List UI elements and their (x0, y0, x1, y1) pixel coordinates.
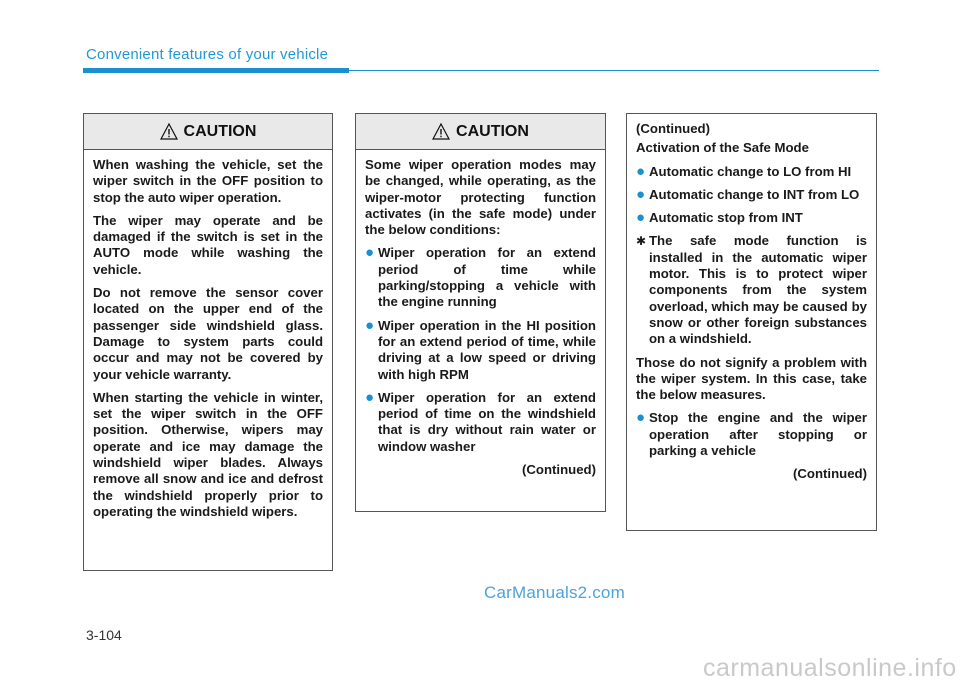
continued-label: (Continued) (522, 462, 596, 478)
continued-top-label: (Continued) (636, 121, 710, 136)
safe-mode-note: ✱ The safe mode function is installed in the automatic wiper motor. This is to protect wiper components from the system overload, which may be caused by snow or other foreign substances on a windshield. (636, 233, 867, 347)
list-item: ● Wiper operation for an extend period of time while parking/stopping a vehicle with the engine running (365, 244, 596, 310)
list-item: ● Wiper operation in the HI position for an extend period of time, while driving at a low speed or driving with high RPM (365, 316, 596, 382)
bullet-dot-icon: ● (636, 409, 646, 427)
note-asterisk-icon: ✱ (636, 234, 647, 249)
list-item: ● Automatic stop from INT (636, 209, 803, 227)
continued-box-right (626, 113, 877, 531)
header-rule-thick (83, 68, 349, 73)
caution-paragraph: When starting the vehicle in winter, set the wiper switch in the OFF position. Otherwise, wipers may operate and ice may damage the windshield wiper blades. Always remove all snow and ice and defrost the windshield properly prior to operating the windshield wipers. (93, 389, 323, 519)
bullet-dot-icon: ● (636, 185, 646, 203)
bullet-dot-icon: ● (365, 244, 375, 262)
watermark-text: CarManuals2.com (484, 583, 625, 602)
caution-paragraph: When washing the vehicle, set the wiper switch in the OFF position to stop the auto wiper operation. (93, 157, 323, 205)
caution-header (356, 114, 605, 150)
caution-paragraph: The wiper may operate and be damaged if the switch is set in the AUTO mode while washing the vehicle. (93, 212, 323, 277)
continued-label: (Continued) (793, 466, 867, 482)
safe-mode-list (636, 164, 867, 227)
header-rule-thin (349, 70, 879, 71)
caution-box-middle (355, 113, 606, 512)
caution-header (84, 114, 332, 150)
bullet-dot-icon: ● (365, 388, 375, 406)
list-item: ● Wiper operation for an extend period of time on the windshield that is dry without rain water or window washer (365, 388, 596, 454)
caution-label: CAUTION (456, 122, 529, 140)
caution-label: CAUTION (183, 122, 257, 140)
list-item: ● Automatic change to LO from HI (636, 162, 852, 180)
caution-intro: Some wiper operation modes may be changed, while operating, as the wiper-motor protecting function activates (in the safe mode) under the below conditions: (365, 157, 596, 238)
page-number: 3-104 (86, 627, 122, 643)
section-title: Convenient features of your vehicle (86, 46, 329, 63)
measures-list (636, 410, 867, 459)
bullet-dot-icon: ● (636, 209, 646, 227)
safe-mode-title: Activation of the Safe Mode (636, 140, 809, 156)
caution-bullet-list (365, 245, 596, 455)
problem-paragraph: Those do not signify a problem with the wiper system. In this case, take the below measures. (636, 354, 867, 403)
bullet-dot-icon: ● (365, 316, 375, 334)
bullet-dot-icon: ● (636, 162, 646, 180)
list-item: ● Automatic change to INT from LO (636, 185, 860, 203)
caution-paragraph: Do not remove the sensor cover located on the upper end of the passenger side windshield glass. Damage to system parts could occur and may not be covered by your vehicle warranty. (93, 285, 323, 382)
site-watermark: carmanualsonline.info (703, 654, 957, 682)
warning-triangle-icon (160, 123, 178, 140)
caution-box-left (83, 113, 333, 571)
warning-triangle-icon (432, 123, 450, 140)
list-item: ● Stop the engine and the wiper operation after stopping or parking a vehicle (636, 409, 867, 459)
